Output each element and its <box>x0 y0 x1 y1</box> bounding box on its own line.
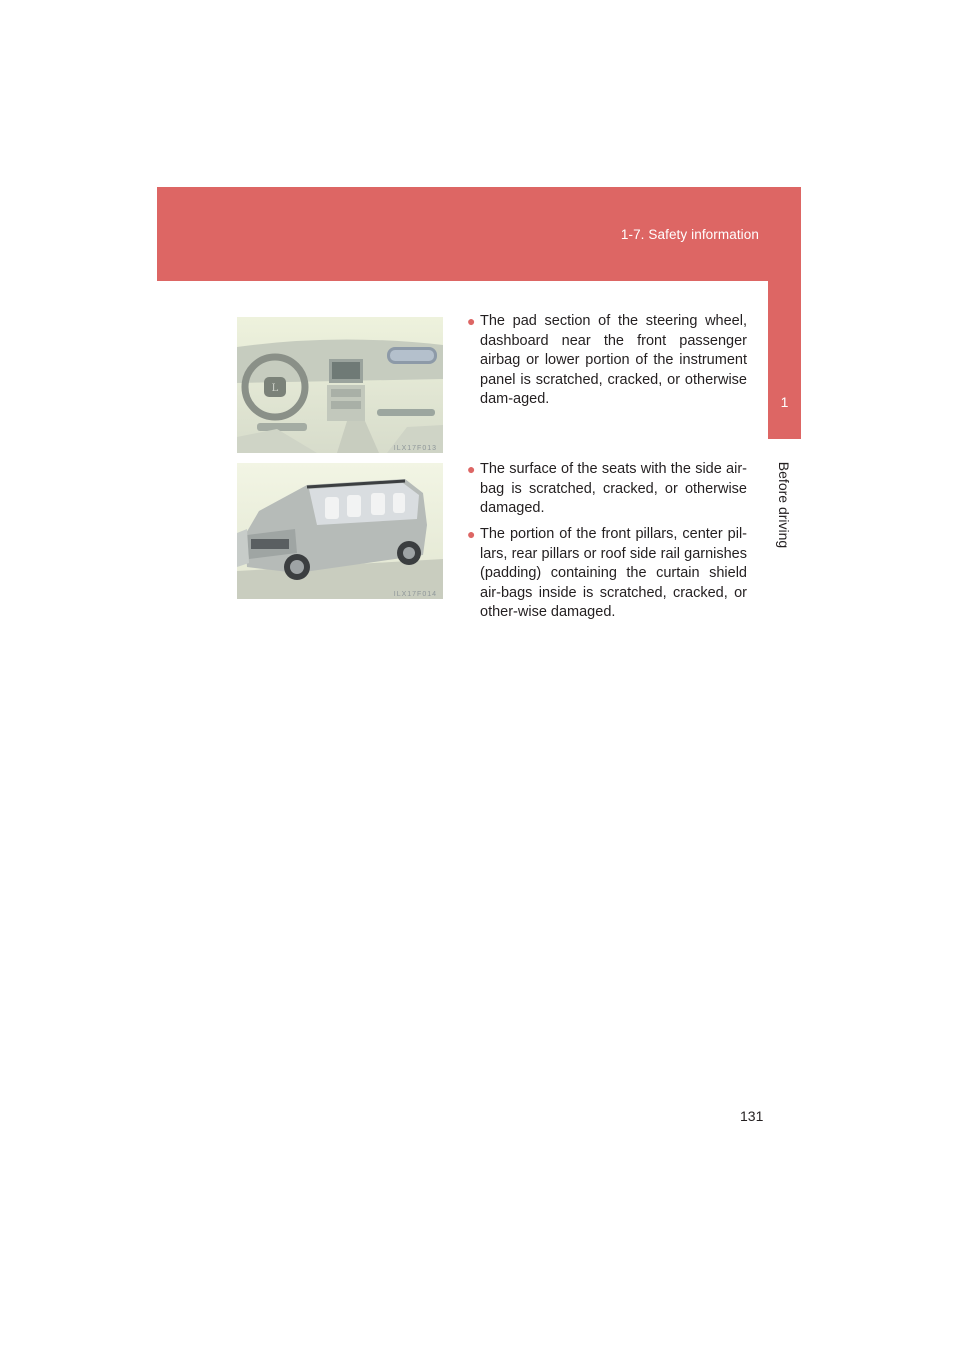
chapter-number: 1 <box>780 394 789 410</box>
bullet-item <box>467 312 747 410</box>
svg-text:L: L <box>271 383 279 394</box>
chapter-label: Before driving <box>776 461 792 549</box>
vehicle-illustration <box>237 463 443 599</box>
page-number: 131 <box>740 1108 764 1124</box>
header-band <box>157 187 801 281</box>
bullet-icon: ● <box>467 313 476 329</box>
figure-code: ILX17F013 <box>393 445 437 452</box>
bullet-text: The surface of the seats with the side air-bag is scratched, cracked, or otherwise damaged. <box>480 461 747 516</box>
bullet-icon: ● <box>467 526 476 542</box>
figure-code: ILX17F014 <box>393 591 437 598</box>
chapter-tab <box>768 281 801 439</box>
bullet-item <box>467 525 747 623</box>
section-title: 1-7. Safety information <box>620 227 759 242</box>
bullet-icon: ● <box>467 461 476 477</box>
bullet-text: The portion of the front pillars, center pil-lars, rear pillars or roof side rail garnishes (padding) containing the curtain shield air-bags inside is scratched, cracked, or other-wise damaged. <box>480 526 747 620</box>
bullet-item <box>467 460 747 519</box>
bullet-text: The pad section of the steering wheel, dashboard near the front passenger airbag or lower portion of the instrument panel is scratched, cracked, or otherwise dam-aged. <box>480 313 747 407</box>
dashboard-illustration <box>237 317 443 453</box>
